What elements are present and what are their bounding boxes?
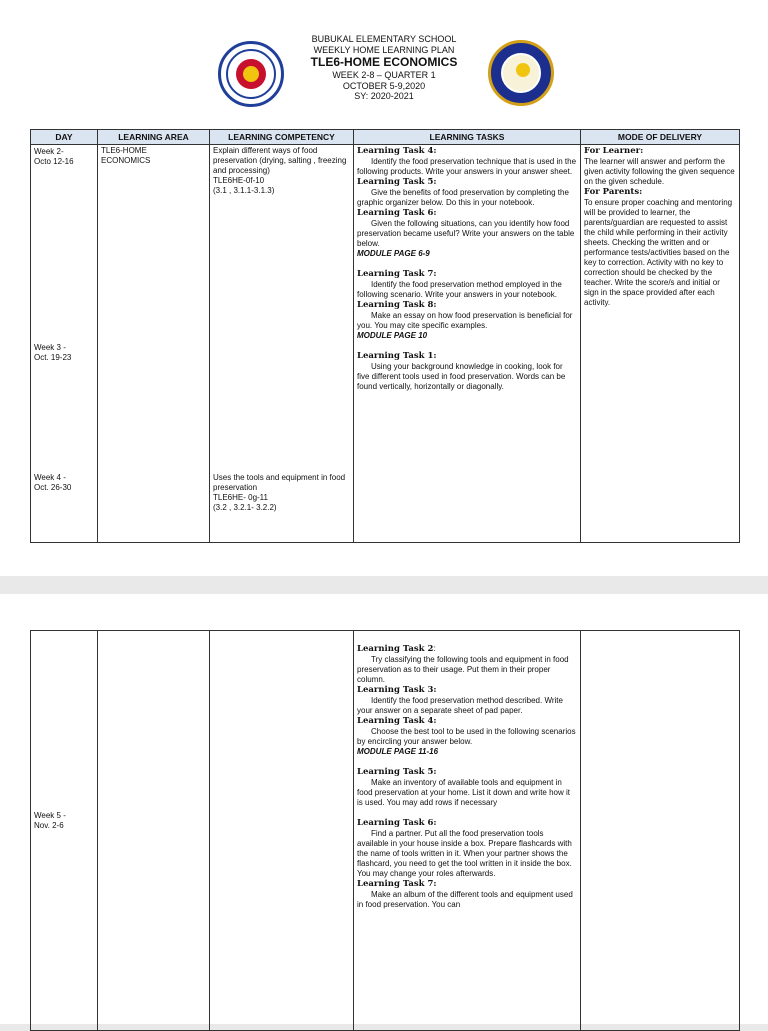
task-text: Identify the food preservation technique that is used in the following products. Write your answers in your answer sheet.: [357, 157, 577, 176]
area-cell: [98, 631, 210, 1031]
parents-text: To ensure proper coaching and mentoring will be provided to learner, the parents/guardian are requested to assist the child while performing in their activity sheets. Checking the written and or performance tests/activities based on the key to correction. Activity with no key to correction should be checked by the teacher. Write the score/s and initial or sign in the space provided after each activity.: [584, 198, 733, 307]
task-text: Choose the best tool to be used in the following scenarios by encircling your answer below.: [357, 727, 576, 746]
task-text: Make an inventory of available tools and equipment in food preservation at your home. List it down and write how it is used. You may add rows if necessary: [357, 778, 570, 807]
task-text: Identify the food preservation method employed in the following scenario. Write your answers in your notebook.: [357, 280, 562, 299]
page-2: [0, 594, 768, 1024]
task-text: Make an essay on how food preservation is beneficial for you. You may cite specific examples.: [357, 311, 573, 330]
day-cell: [31, 631, 98, 1031]
parents-heading: For Parents:: [584, 187, 643, 197]
task-text: Give the benefits of food preservation by completing the graphic organizer below. Do this in your notebook.: [357, 188, 569, 207]
learner-heading: For Learner:: [584, 146, 644, 156]
week-5-label: Week 5 - Nov. 2-6: [34, 811, 66, 830]
mode-cell: [581, 631, 740, 1031]
task-text: Make an album of the different tools and equipment used in food preservation. You can: [357, 890, 573, 909]
task-title: Learning Task 6:: [357, 208, 437, 218]
document-header: [0, 34, 768, 102]
task-title: Learning Task 2:: [357, 643, 436, 654]
col-header-tasks: LEARNING TASKS: [354, 130, 581, 145]
module-page: MODULE PAGE 10: [357, 331, 428, 340]
school-year: SY: 2020-2021: [354, 91, 414, 101]
task-title: Learning Task 3:: [357, 685, 437, 695]
plan-title: WEEKLY HOME LEARNING PLAN: [313, 44, 455, 55]
week-4-label: Week 4 - Oct. 26-30: [34, 473, 72, 492]
task-title: Learning Task 4:: [357, 146, 437, 156]
task-text: Find a partner. Put all the food preservation tools available in your house inside a box. Prepare flashcards with the name of tools written in it. When your partner shows the flashcard, you need to get the tool written in it inside the box. You may change your roles afterwards.: [357, 829, 572, 878]
date-range: OCTOBER 5-9,2020: [342, 80, 426, 91]
task-text: Identify the food preservation method described. Write your answer on a separate sheet of pad paper.: [357, 696, 563, 715]
table-row: [31, 631, 740, 1031]
week-quarter: WEEK 2-8 – QUARTER 1: [332, 70, 436, 80]
module-page: MODULE PAGE 11-16: [357, 747, 439, 756]
subject-title: TLE6-HOME ECONOMICS: [310, 55, 458, 69]
col-header-mode: MODE OF DELIVERY: [581, 130, 740, 145]
task-title: Learning Task 5:: [357, 177, 437, 187]
competency-cell: [210, 631, 354, 1031]
week-2-label: Week 2- Octo 12-16: [34, 147, 74, 166]
mode-cell: [581, 145, 740, 543]
school-name: BUBUKAL ELEMENTARY SCHOOL: [311, 34, 457, 44]
learning-area: TLE6-HOME ECONOMICS: [101, 146, 151, 165]
task-title: Learning Task 8:: [357, 300, 437, 310]
day-cell: [31, 145, 98, 543]
week-3-label: Week 3 - Oct. 19-23: [34, 343, 72, 362]
task-title: Learning Task 4:: [357, 716, 437, 726]
task-title: Learning Task 7:: [357, 879, 437, 889]
task-title: Learning Task 1:: [357, 351, 437, 361]
area-cell: [98, 145, 210, 543]
learning-plan-table-continued: [30, 630, 740, 1031]
col-header-area: LEARNING AREA: [98, 130, 210, 145]
learner-text: The learner will answer and perform the given activity following the given sequence on the given schedule.: [584, 157, 735, 186]
module-page: MODULE PAGE 6-9: [357, 249, 430, 258]
competency-a: Explain different ways of food preservation (drying, salting , freezing and processing) TLE6HE-0f-10 (3.1 , 3.1.1-3.1.3): [213, 146, 347, 195]
task-text: Given the following situations, can you identify how food preservation became useful? Write your answers on the table below.: [357, 219, 575, 248]
task-text: Using your background knowledge in cooking, look for five different tools used in food preservation. Words can be found vertically, horizontally or diagonally.: [357, 362, 566, 391]
task-text: Try classifying the following tools and equipment in food preservation as to their usage. Put them in their proper column.: [357, 655, 569, 684]
task-title: Learning Task 7:: [357, 269, 437, 279]
tasks-cell: [354, 145, 581, 543]
tasks-cell: [354, 631, 581, 1031]
learning-plan-table: [30, 129, 740, 543]
competency-b: Uses the tools and equipment in food preservation TLE6HE- 0g-11 (3.2 , 3.2.1- 3.2.2): [213, 473, 346, 512]
competency-cell: [210, 145, 354, 543]
table-header-row: [31, 130, 740, 145]
col-header-day: DAY: [31, 130, 98, 145]
col-header-competency: LEARNING COMPETENCY: [210, 130, 354, 145]
table-row: [31, 145, 740, 543]
task-title: Learning Task 5:: [357, 767, 437, 777]
task-title: Learning Task 6:: [357, 818, 437, 828]
